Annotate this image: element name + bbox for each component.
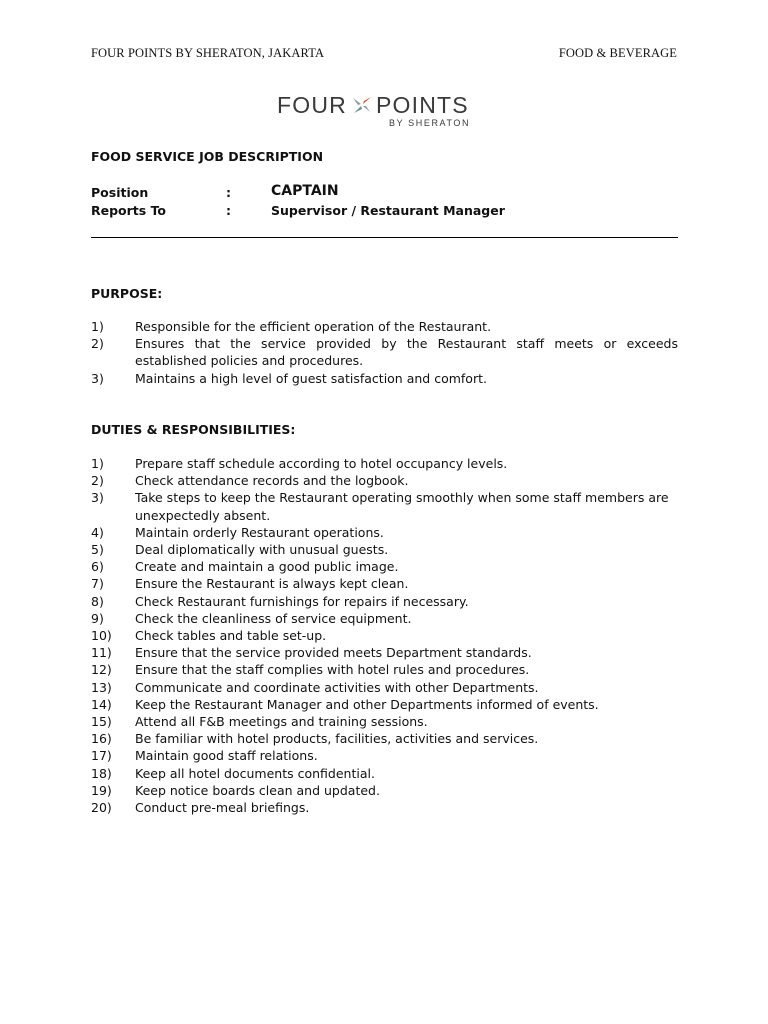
list-item-number: 3): [91, 490, 104, 506]
list-item-text: Be familiar with hotel products, facilities, activities and services.: [135, 731, 539, 747]
list-item-text: Ensure that the service provided meets Department standards.: [135, 645, 532, 661]
list-item-number: 17): [91, 748, 112, 764]
list-item-number: 2): [91, 473, 104, 489]
list-item-number: 18): [91, 765, 112, 781]
list-item-number: 3): [91, 370, 104, 386]
list-item-number: 5): [91, 542, 104, 558]
list-item-number: 10): [91, 628, 112, 644]
list-item-number: 8): [91, 593, 104, 609]
list-item-text: Keep the Restaurant Manager and other Departments informed of events.: [135, 696, 599, 712]
logo-mark-icon: [351, 95, 373, 115]
list-item: [91, 765, 678, 782]
list-item: [91, 558, 678, 575]
list-item: [91, 541, 678, 558]
list-item-text: Keep notice boards clean and updated.: [135, 782, 380, 798]
list-item: [91, 455, 678, 472]
list-item: [91, 318, 678, 335]
list-item-text: Maintain orderly Restaurant operations.: [135, 524, 384, 540]
list-item-number: 14): [91, 696, 112, 712]
list-item-text: Deal diplomatically with unusual guests.: [135, 542, 389, 558]
duties-list: [91, 455, 678, 816]
logo-wordmark: [277, 92, 469, 119]
list-item-text: Ensure that the staff complies with hotel rules and procedures.: [135, 662, 530, 678]
list-item-text: Check the cleanliness of service equipment.: [135, 610, 412, 626]
list-item: [91, 524, 678, 541]
list-item-text: Maintain good staff relations.: [135, 748, 318, 764]
list-item-text: Attend all F&B meetings and training sessions.: [135, 714, 428, 730]
four-points-logo: [277, 92, 497, 132]
logo-word-points: POINTS: [375, 92, 469, 118]
list-item: [91, 661, 678, 678]
list-item: [91, 370, 678, 387]
list-item-text: Take steps to keep the Restaurant operating smoothly when some staff members are unexpectedly absent.: [135, 490, 669, 523]
list-item-text: Prepare staff schedule according to hotel occupancy levels.: [135, 456, 508, 471]
list-item-text: Maintains a high level of guest satisfaction and comfort.: [135, 370, 487, 386]
list-item-text: Ensure the Restaurant is always kept clean.: [135, 576, 409, 592]
list-item-number: 11): [91, 645, 112, 661]
meta-value-reports-to: Supervisor / Restaurant Manager: [271, 203, 505, 218]
meta-value-position: CAPTAIN: [271, 183, 339, 199]
duties-heading: DUTIES & RESPONSIBILITIES:: [91, 422, 296, 437]
list-item-text: Create and maintain a good public image.: [135, 559, 399, 575]
list-item-text: Responsible for the efficient operation of the Restaurant.: [135, 319, 492, 334]
purpose-list: [91, 318, 678, 387]
list-item: [91, 489, 678, 523]
list-item-text: Ensures that the service provided by the Restaurant staff meets or exceeds established policies and procedures.: [135, 336, 678, 369]
list-item-number: 12): [91, 662, 112, 678]
list-item: [91, 593, 678, 610]
meta-label: Position: [91, 185, 149, 200]
meta-colon: :: [226, 203, 231, 218]
logo-subtitle: BY SHERATON: [389, 118, 471, 128]
list-item-number: 13): [91, 679, 112, 695]
list-item: [91, 679, 678, 696]
list-item-number: 15): [91, 714, 112, 730]
list-item-number: 6): [91, 559, 104, 575]
running-header-right: FOOD & BEVERAGE: [558, 46, 677, 60]
list-item-text: Check Restaurant furnishings for repairs if necessary.: [135, 593, 469, 609]
list-item-number: 9): [91, 610, 104, 626]
list-item: [91, 627, 678, 644]
running-header-left: FOUR POINTS BY SHERATON, JAKARTA: [91, 46, 325, 60]
list-item: [91, 730, 678, 747]
list-item-text: Keep all hotel documents confidential.: [135, 765, 375, 781]
list-item: [91, 747, 678, 764]
list-item: [91, 610, 678, 627]
list-item: [91, 575, 678, 592]
list-item-number: 19): [91, 782, 112, 798]
list-item-text: Communicate and coordinate activities with other Departments.: [135, 679, 539, 695]
document-title: FOOD SERVICE JOB DESCRIPTION: [91, 149, 324, 164]
list-item-number: 1): [91, 456, 104, 471]
list-item-text: Conduct pre-meal briefings.: [135, 800, 310, 816]
list-item: [91, 335, 678, 369]
list-item-text: Check attendance records and the logbook.: [135, 473, 409, 489]
list-item-number: 7): [91, 576, 104, 592]
list-item: [91, 644, 678, 661]
list-item-number: 20): [91, 800, 112, 816]
list-item-number: 4): [91, 524, 104, 540]
list-item: [91, 782, 678, 799]
meta-colon: :: [226, 185, 231, 200]
list-item: [91, 472, 678, 489]
purpose-heading: PURPOSE:: [91, 286, 163, 301]
logo-word-four: FOUR: [277, 92, 347, 118]
list-item-number: 1): [91, 319, 104, 334]
list-item: [91, 713, 678, 730]
list-item: [91, 799, 678, 816]
horizontal-divider: [91, 237, 678, 238]
list-item-text: Check tables and table set-up.: [135, 628, 327, 644]
list-item-number: 16): [91, 731, 112, 747]
list-item-number: 2): [91, 336, 104, 352]
meta-label: Reports To: [91, 203, 167, 218]
list-item: [91, 696, 678, 713]
